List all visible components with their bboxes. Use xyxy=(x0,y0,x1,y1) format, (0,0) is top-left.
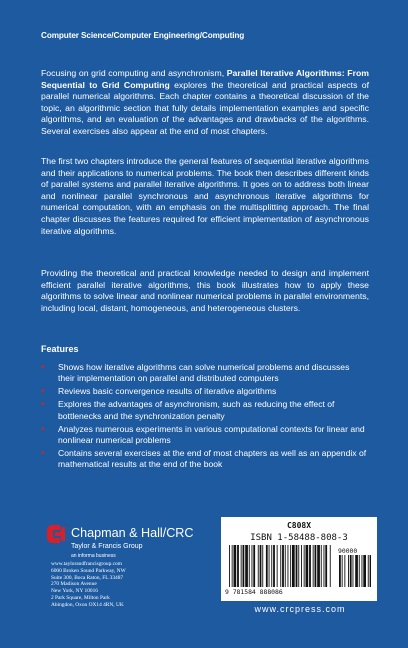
feature-item xyxy=(41,386,367,397)
barcode-bar xyxy=(330,545,331,587)
address-line: Abingdon, Oxon OX14 4RN, UK xyxy=(51,601,124,608)
feature-item xyxy=(41,448,367,471)
bullet-icon: • xyxy=(41,447,45,459)
barcode-bar xyxy=(232,545,233,587)
barcode-bar xyxy=(355,555,358,587)
barcode-bar xyxy=(296,545,298,587)
barcode-bar xyxy=(266,545,268,587)
barcode-bar xyxy=(273,545,275,587)
barcode-bar xyxy=(258,545,259,587)
barcode-bar xyxy=(325,545,327,587)
features-heading: Features xyxy=(41,344,79,354)
barcode-bar xyxy=(344,555,345,587)
bullet-icon: • xyxy=(41,362,45,373)
barcode-bar xyxy=(241,545,242,587)
address-line: New York, NY 10016 xyxy=(51,587,98,594)
bullet-icon: • xyxy=(41,386,45,398)
barcode-bar xyxy=(353,555,354,587)
barcode-bar xyxy=(260,545,262,587)
barcode-bar xyxy=(339,555,341,587)
barcode-bar xyxy=(359,555,360,587)
paragraph-1-rest: explores the theoretical and practical aspects of parallel numerical algorithms. Each chapter contains a theoretical discussion of the topic, an algorithmic section that fully details implementation examples and specific algorithms, and an evaluation of the advantages and drawbacks of the algorithms. Several exercises also appear at the end of most chapters. xyxy=(41,79,370,136)
publisher-logo-icon xyxy=(46,523,66,545)
barcode-bar xyxy=(350,555,352,587)
feature-item xyxy=(41,424,367,447)
paragraph-1-lead: Focusing on grid computing and asynchronism, xyxy=(41,68,227,78)
barcode-bar xyxy=(321,545,322,587)
feature-text: Explores the advantages of asynchronism, such as reducing the effect of bottlenecks and the synchronization penalty xyxy=(58,399,335,421)
barcode-bar xyxy=(253,545,255,587)
barcode-bar xyxy=(280,545,281,587)
barcode-bar xyxy=(262,545,263,587)
features-list xyxy=(41,362,367,472)
address-line: 6000 Broken Sound Parkway, NW xyxy=(51,568,126,574)
barcode-bar xyxy=(301,545,302,587)
address-new-york xyxy=(51,581,98,594)
barcode-bar xyxy=(370,555,371,587)
subject-category: Computer Science/Computer Engineering/Computing xyxy=(41,31,245,40)
book-title-inline: Parallel Iterative Algorithms: From Sequential to Grid Computing xyxy=(41,68,369,90)
barcode-bar xyxy=(292,545,295,587)
publisher-name: Chapman & Hall/CRC xyxy=(71,526,194,540)
barcode-bar xyxy=(249,545,250,587)
feature-text: Reviews basic convergence results of iterative algorithms xyxy=(58,386,277,397)
feature-text: Analyzes numerous experiments in various computational contexts for linear and nonlinear numerical problems xyxy=(58,423,365,445)
barcode-bar xyxy=(348,555,349,587)
barcode-bar xyxy=(368,555,369,587)
feature-text: Contains several exercises at the end of most chapters as well as an appendix of mathematical results at the end of the book xyxy=(58,447,367,470)
barcode-bar xyxy=(324,545,325,587)
address-boca-raton xyxy=(51,568,126,581)
addon-digits: 90000 xyxy=(338,547,358,555)
barcode-bar xyxy=(317,545,320,587)
barcode-bar xyxy=(313,545,314,587)
feature-item xyxy=(41,362,367,385)
barcode-bar xyxy=(309,545,311,587)
barcode-bar xyxy=(271,545,272,587)
ean-digits: 9 781584 888086 xyxy=(225,588,283,596)
feature-text: Shows how iterative algorithms can solve numerical problems and discusses their implementation on parallel and distributed computers xyxy=(58,362,350,384)
barcode-bar xyxy=(306,545,309,587)
barcode-bar xyxy=(342,555,343,587)
barcode-bar xyxy=(285,545,286,587)
barcode-bar xyxy=(282,545,284,587)
address-line: 270 Madison Avenue xyxy=(51,581,97,587)
barcode-panel xyxy=(221,517,377,601)
barcode-bar xyxy=(277,545,278,587)
description-paragraph-2: The first two chapters introduce the general features of sequential iterative algorithms and their applications to numerical problems. The book then describes different kinds of parallel systems and parallel iterative algorithms. It goes on to address both linear and nonlinear parallel synchronous and asynchronous iterative algorithms for numerical computation, with an emphasis on the multisplitting approach. The final chapter discusses the features required for efficient implementation of asynchronous iterative algorithms. xyxy=(41,156,369,236)
bullet-icon: • xyxy=(41,423,45,435)
isbn-number: ISBN 1-58488-808-3 xyxy=(250,533,348,543)
barcode-bar xyxy=(234,545,237,587)
catalog-number: C808X xyxy=(286,521,312,530)
publisher-website-small: www.taylorandfrancisgroup.com xyxy=(51,561,122,567)
publisher-informa: an informa business xyxy=(71,553,116,559)
feature-item xyxy=(41,399,367,422)
barcode-bar xyxy=(252,545,253,587)
barcode-bar xyxy=(229,545,230,587)
barcode-bar xyxy=(298,545,299,587)
barcode-bar xyxy=(304,545,305,587)
publisher-website[interactable]: www.crcpress.com xyxy=(254,604,346,614)
bullet-icon: • xyxy=(41,399,45,411)
description-paragraph-3: Providing the theoretical and practical knowledge needed to design and implement efficient parallel iterative algorithms, this book illustrates how to apply these algorithms to solve linear and nonlinear numerical problems in parallel environments, including local, distant, homogeneous, and heterogeneous clusters. xyxy=(41,268,369,313)
barcode-bar xyxy=(362,555,363,587)
barcode-bar xyxy=(288,545,289,587)
barcode-bar xyxy=(269,545,270,587)
publisher-group: Taylor & Francis Group xyxy=(71,543,143,550)
address-line: Suite 300, Boca Raton, FL 33487 xyxy=(51,574,124,581)
barcode-bar xyxy=(363,555,366,587)
barcode-bar xyxy=(245,545,248,587)
barcode-bar xyxy=(237,545,239,587)
barcode-bar xyxy=(290,545,291,587)
barcode-bar xyxy=(315,545,317,587)
description-paragraph-1 xyxy=(41,68,369,138)
address-line: 2 Park Square, Milton Park xyxy=(51,595,110,601)
publisher-block xyxy=(40,520,210,635)
barcode-bar xyxy=(243,545,245,587)
address-abingdon xyxy=(51,595,124,608)
